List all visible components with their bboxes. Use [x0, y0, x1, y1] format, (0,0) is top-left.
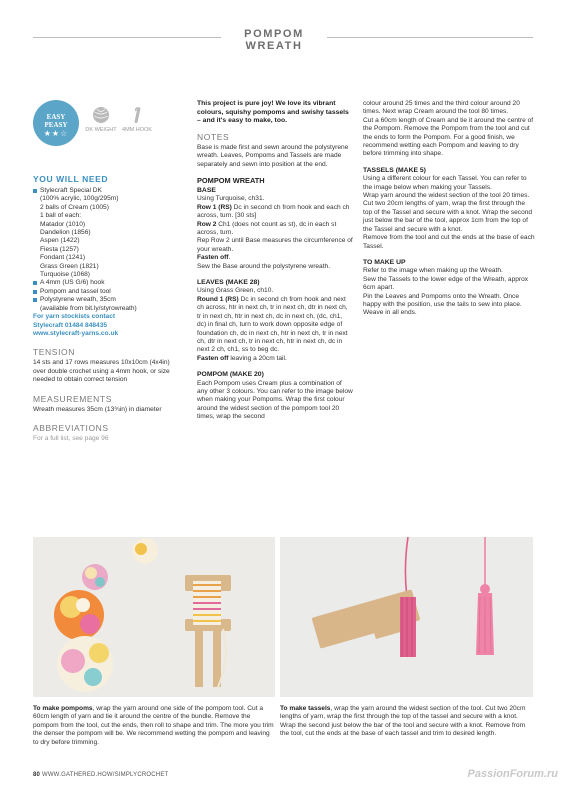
make-up-instruction: Refer to the image when making up the Wreath. [363, 267, 503, 275]
base-instruction: Using Turquoise, ch31. [197, 195, 265, 203]
fasten-off-label: Fasten off [197, 254, 229, 262]
leaves-heading: LEAVES (MAKE 28) [197, 279, 260, 287]
tassels-instruction-2: Wrap yarn around the widest section of the tool 20 times. Cut two 20cm lengths of yarn, wrap the first through the top of the Tassel and secure with a knot. Wrap the second just below the bar of the tool, approx 1cm from the top of the Tassel and secure with a knot. [363, 192, 533, 233]
list-item: Turquoise (1068) [40, 271, 90, 279]
make-up-heading: TO MAKE UP [363, 258, 406, 266]
pompom-caption-text: , wrap the yarn around one side of the pompom tool. Cut a 60cm length of yarn and tie it around the centre of the bundle. Remove the pompom from the tool, cut the ends, then roll to shape and trim. The more you trim the denser the pompom will be. We recommend wetting the pompom and leaving to dry before trimming. [33, 705, 274, 746]
list-item: Dandelion (1856) [40, 229, 91, 237]
badge-stars: ★★☆ [43, 129, 69, 138]
tassel-caption-lead: To make tassels [280, 705, 331, 712]
leaves-fasten-off [197, 355, 353, 363]
pompom-caption-lead: To make pompoms [33, 705, 93, 712]
repeat-instruction: Rep Row 2 until Base measures the circumference of your wreath. [197, 237, 353, 253]
row-1-label: Row 1 (RS) [197, 203, 232, 211]
left-column [33, 100, 183, 443]
intro-text: This project is pure joy! We love its vibrant colours, squishy pompoms and swishy tassels – and it's easy to make, too. [197, 100, 349, 125]
list-item: (100% acrylic, 100g/295m) [40, 195, 119, 203]
hook-size-label: 4MM HOOK [122, 127, 152, 133]
badge-line-2: PEASY [44, 121, 68, 129]
you-will-need-heading: YOU WILL NEED [33, 174, 109, 184]
pompom-illustration [33, 537, 275, 697]
list-item: Aspen (1422) [40, 237, 80, 245]
list-item: Polystyrene wreath, 35cm [33, 296, 183, 304]
abbreviations-heading: ABBREVIATIONS [33, 422, 109, 433]
notes-text: Base is made first and sewn around the polystyrene wreath. Leaves, Pompoms and Tassels are made separately and sewn into position at the end. [197, 143, 349, 168]
round-1-label: Round 1 (RS) [197, 295, 239, 303]
middle-column [197, 100, 353, 422]
pompom-instruction-continued: colour around 25 times and the third colour around 20 times. Next wrap Cream around the tool 80 times. [363, 100, 520, 116]
row-2-label: Row 2 [197, 220, 217, 228]
pompom-caption [33, 705, 275, 747]
tassels-instruction-3: Remove from the tool and cut the ends at the base of each Tassel. [363, 234, 535, 250]
base-heading: BASE [197, 187, 216, 194]
yarn-weight-stat [81, 106, 121, 134]
pompom-photo [33, 537, 275, 697]
notes-heading: NOTES [197, 131, 230, 142]
round-1-text: Dc in second ch from hook and next ch across, htr in next ch, tr in next ch, dtr in next ch, tr in next ch, htr in next ch, dc in next ch, (dc, ch1, dc) in final ch, turn to work down opposite edge of foundation ch, dc in next ch, htr in next ch, tr in next ch, dtr in next ch, tr in next ch, htr in next ch, dc in next 2 ch, ch1, ss to beg dc. [197, 295, 348, 354]
fasten-off-text: . [228, 254, 231, 262]
list-item: 2 balls of Cream (1005) [40, 203, 109, 211]
pompom-instruction: Each Pompom uses Cream plus a combination of any other 3 colours. You can refer to the image below when making your Pompoms. Wrap the first colour around the widest section of the pompom tool 20 times, wrap the second [197, 379, 353, 421]
easy-peasy-badge [33, 100, 79, 146]
tassels-instruction: Using a different colour for each Tassel. You can refer to the image below when making your Tassels. [363, 175, 527, 191]
right-column [363, 100, 535, 318]
make-up-instruction-2: Sew the Tassels to the lower edge of the Wreath, approx 6cm apart. [363, 275, 529, 292]
stockist-line-1: For yarn stockists contact [33, 313, 116, 321]
list-item: Pompom and tassel tool [33, 288, 183, 296]
round-1-instruction [197, 296, 353, 355]
measurements-text: Wreath measures 35cm (13¾in) in diameter [33, 405, 162, 413]
header-rule-right [327, 37, 533, 38]
list-item: Stylecraft Special DK [33, 187, 183, 195]
tassel-illustration [280, 537, 533, 697]
abbreviations-text: For a full list, see page 96 [33, 434, 109, 442]
yarn-weight-label: DK WEIGHT [85, 127, 117, 133]
header-rule-left [33, 37, 221, 38]
tassels-heading: TASSELS (MAKE 5) [363, 166, 426, 174]
difficulty-stats [33, 100, 183, 174]
tension-heading: TENSION [33, 347, 75, 358]
materials-list [33, 187, 183, 313]
hook-size-stat [117, 106, 157, 134]
crochet-hook-icon [128, 106, 146, 124]
list-item: Fiesta (1257) [40, 245, 79, 253]
make-up-instruction-3: Pin the Leaves and Pompoms onto the Wreath. Once happy with the position, use the tails to sew into place. [363, 292, 522, 308]
badge-line-1: EASY [46, 113, 66, 121]
page-footer [33, 772, 168, 778]
row-1-text: Dc in second ch from hook and each ch across, turn. [30 sts] [197, 203, 350, 220]
watermark: PassionForum.ru [467, 768, 558, 780]
measurements-heading: MEASUREMENTS [33, 393, 112, 404]
list-item: (available from bit.ly/styrowreath) [40, 304, 137, 312]
list-item: Fondant (1241) [40, 254, 86, 262]
page-title: POMPOM WREATH [244, 28, 304, 52]
row-2-text: Ch1 (does not count as st), dc in each st across, turn. [197, 220, 337, 237]
fasten-off-text: leaving a 20cm tail. [228, 354, 287, 362]
base-fasten-off [197, 254, 353, 262]
pompom-instruction-2: Cut a 60cm length of Cream and tie it around the centre of the Pompom. Remove the Pompom from the tool and cut the ends to form the Pompom. For a good finish, we recommend wetting each Pompom and leaving to dry before trimming into shape. [363, 116, 534, 158]
tassel-photo [280, 537, 533, 697]
stockist-link[interactable]: www.stylecraft-yarns.co.uk [33, 329, 119, 337]
page-number: 80 [33, 772, 41, 778]
footer-url[interactable]: WWW.GATHERED.HOW/SIMPLYCROCHET [41, 772, 169, 778]
list-item: A 4mm (US G/6) hook [33, 279, 183, 287]
sew-base-instruction: Sew the Base around the polystyrene wreath. [197, 262, 331, 270]
list-item: Grass Green (1821) [40, 262, 99, 270]
leaves-instruction: Using Grass Green, ch10. [197, 287, 274, 295]
pompom-heading: POMPOM (MAKE 20) [197, 371, 264, 379]
list-item: 1 ball of each: [40, 212, 82, 220]
wreath-heading: POMPOM WREATH [197, 176, 265, 185]
yarn-ball-icon [92, 106, 110, 124]
tension-text: 14 sts and 17 rows measures 10x10cm (4x4in) over double crochet using a 4mm hook, or size needed to obtain correct tension [33, 359, 170, 384]
stockist-line-2: Stylecraft 01484 848435 [33, 321, 108, 329]
tassel-caption-text: , wrap the yarn around the widest section of the tool. Cut two 20cm lengths of yarn, wrap the first through the top of the tassel and secure with a knot. Wrap the second just below the bar of the tool and secure with a knot. Remove from the tool, cut the ends at the base of each tassel and trim to desired length. [280, 705, 526, 738]
tassel-caption [280, 705, 533, 739]
list-item: Matador (1010) [40, 220, 86, 228]
make-up-instruction-4: Weave in all ends. [363, 309, 417, 317]
fasten-off-label: Fasten off [197, 354, 229, 362]
row-1-instruction [197, 204, 353, 221]
row-2-instruction [197, 221, 353, 238]
